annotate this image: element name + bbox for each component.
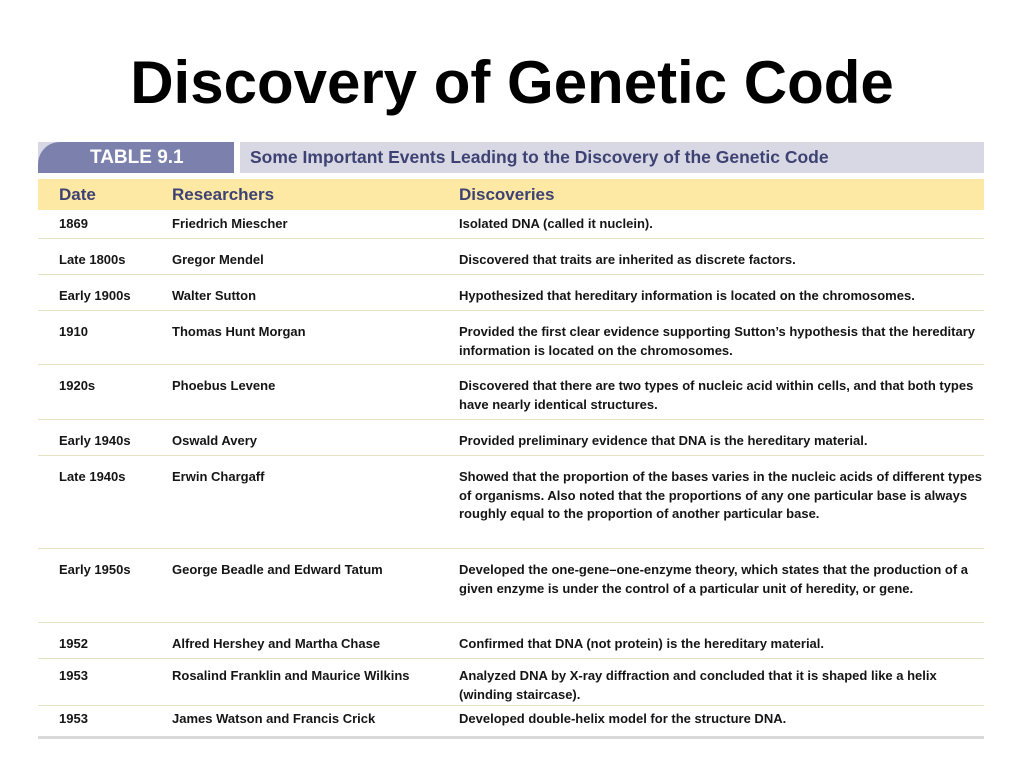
row-date: 1869 bbox=[59, 216, 88, 231]
column-header-researchers: Researchers bbox=[172, 185, 275, 204]
row-researchers: Walter Sutton bbox=[172, 288, 257, 303]
row-researchers: Phoebus Levene bbox=[172, 378, 276, 393]
row-discovery: Confirmed that DNA (not protein) is the hereditary material. bbox=[459, 636, 825, 651]
row-discovery: Analyzed DNA by X-ray diffraction and concluded that it is shaped like a helix (winding staircase). bbox=[459, 668, 937, 702]
row-date: Early 1900s bbox=[59, 288, 131, 303]
row-researchers: Erwin Chargaff bbox=[172, 469, 265, 484]
row-discovery: Hypothesized that hereditary information is located on the chromosomes. bbox=[459, 288, 915, 303]
table-row bbox=[38, 239, 984, 275]
row-date: Late 1940s bbox=[59, 469, 126, 484]
row-discovery: Showed that the proportion of the bases varies in the nucleic acids of different types of organisms. Also noted that the proportions of any one particular base is always roughly equal to the proportion of another particular base. bbox=[459, 469, 982, 521]
table-tab-divider bbox=[234, 142, 240, 173]
table-row bbox=[38, 210, 984, 239]
row-discovery: Discovered that traits are inherited as discrete factors. bbox=[459, 252, 796, 267]
table-row bbox=[38, 456, 984, 549]
table-row bbox=[38, 623, 984, 659]
row-date: 1910 bbox=[59, 324, 88, 339]
table-caption: Some Important Events Leading to the Discovery of the Genetic Code bbox=[250, 147, 829, 167]
row-date: Early 1940s bbox=[59, 433, 131, 448]
row-researchers: James Watson and Francis Crick bbox=[172, 711, 376, 726]
table-row bbox=[38, 706, 984, 734]
column-header-row bbox=[38, 179, 984, 210]
column-header-date: Date bbox=[59, 185, 96, 204]
table-row bbox=[38, 365, 984, 420]
row-date: 1953 bbox=[59, 668, 88, 683]
row-researchers: Rosalind Franklin and Maurice Wilkins bbox=[172, 668, 410, 683]
table-row bbox=[38, 420, 984, 456]
row-discovery: Provided preliminary evidence that DNA is the hereditary material. bbox=[459, 433, 868, 448]
row-discovery: Developed the one-gene–one-enzyme theory, which states that the production of a given enzyme is under the control of a particular unit of heredity, or gene. bbox=[459, 562, 968, 596]
row-researchers: Gregor Mendel bbox=[172, 252, 264, 267]
table-label: TABLE 9.1 bbox=[38, 142, 234, 173]
row-date: Early 1950s bbox=[59, 562, 131, 577]
row-discovery: Isolated DNA (called it nuclein). bbox=[459, 216, 653, 231]
page-title: Discovery of Genetic Code bbox=[130, 49, 894, 116]
table-row bbox=[38, 275, 984, 311]
table-row bbox=[38, 659, 984, 706]
row-date: 1952 bbox=[59, 636, 88, 651]
row-researchers: Oswald Avery bbox=[172, 433, 258, 448]
row-researchers: Thomas Hunt Morgan bbox=[172, 324, 306, 339]
row-date: Late 1800s bbox=[59, 252, 126, 267]
row-date: 1953 bbox=[59, 711, 88, 726]
table-row bbox=[38, 311, 984, 365]
row-date: 1920s bbox=[59, 378, 96, 393]
row-discovery: Provided the first clear evidence supporting Sutton’s hypothesis that the hereditary information is located on the chromosomes. bbox=[459, 324, 976, 358]
table-bottom-rule bbox=[38, 736, 984, 739]
row-researchers: Friedrich Miescher bbox=[172, 216, 288, 231]
table-header-bar bbox=[38, 142, 984, 173]
row-discovery: Developed double-helix model for the structure DNA. bbox=[459, 711, 787, 726]
row-researchers: Alfred Hershey and Martha Chase bbox=[172, 636, 381, 651]
table-body bbox=[38, 210, 984, 734]
row-researchers: George Beadle and Edward Tatum bbox=[172, 562, 383, 577]
table-row bbox=[38, 549, 984, 623]
events-table bbox=[38, 142, 984, 739]
row-discovery: Discovered that there are two types of nucleic acid within cells, and that both types have nearly identical structures. bbox=[459, 378, 974, 412]
column-header-discoveries: Discoveries bbox=[459, 185, 555, 204]
